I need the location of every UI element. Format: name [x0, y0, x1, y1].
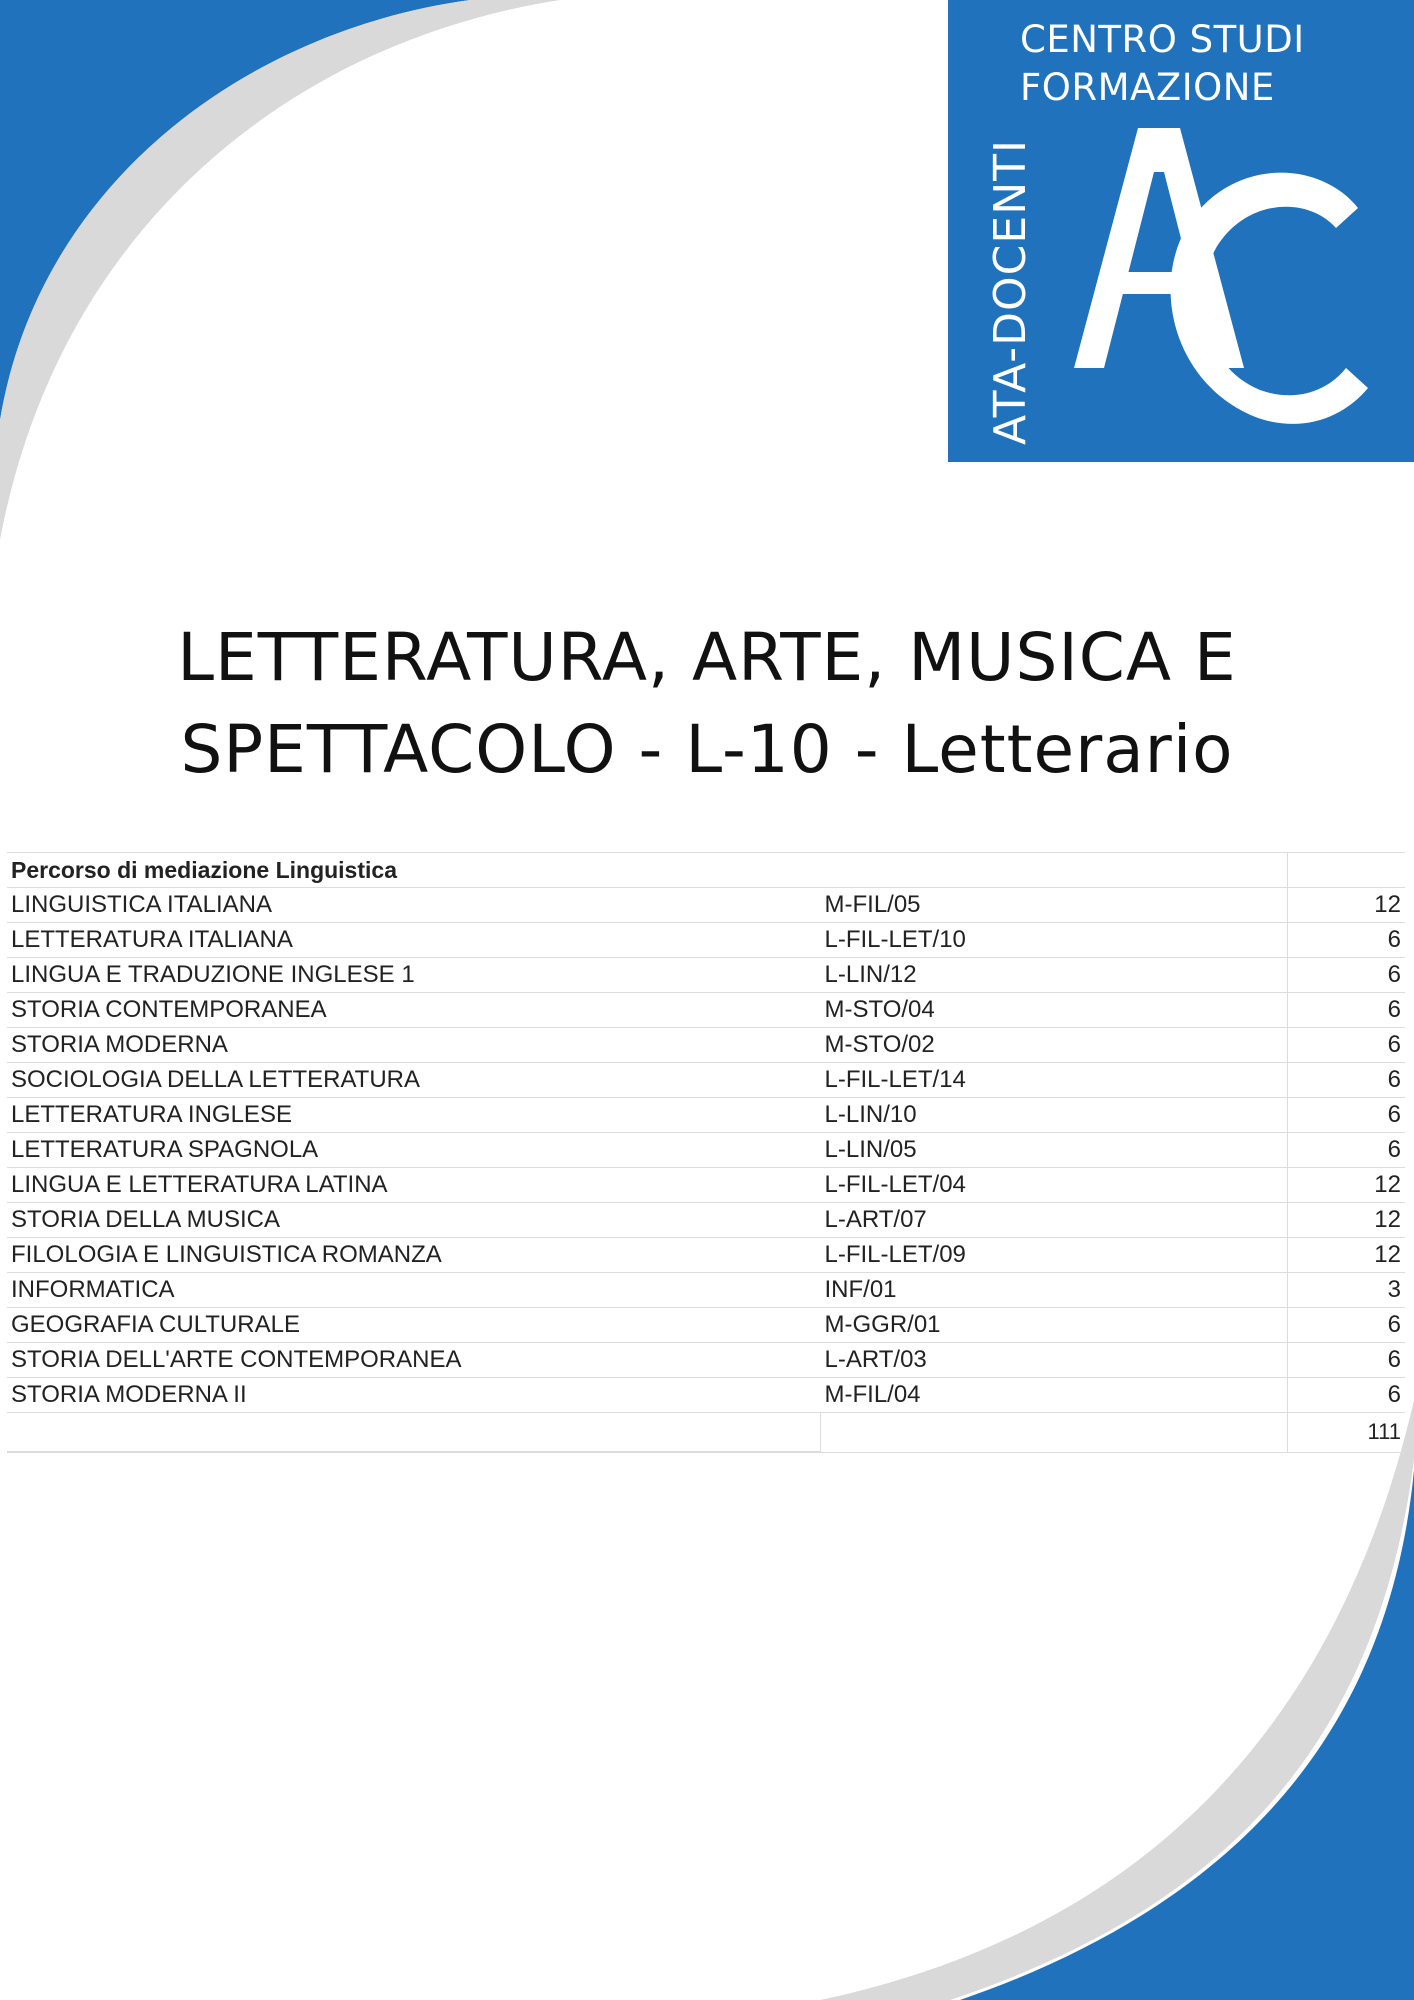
course-credits: 6 — [1287, 1028, 1405, 1063]
course-name: STORIA DELL'ARTE CONTEMPORANEA — [7, 1343, 820, 1378]
course-name: LETTERATURA SPAGNOLA — [7, 1133, 820, 1168]
table-total-row — [7, 1413, 1405, 1453]
page-title-line-1: LETTERATURA, ARTE, MUSICA E — [177, 619, 1237, 696]
course-code: L-FIL-LET/04 — [820, 1168, 1287, 1203]
table-row — [7, 1343, 1405, 1378]
table-header: Percorso di mediazione Linguistica — [7, 853, 820, 888]
table-row — [7, 1203, 1405, 1238]
table-row — [7, 1028, 1405, 1063]
course-name: LETTERATURA INGLESE — [7, 1098, 820, 1133]
logo-vertical-text: ATA-DOCENTI — [985, 139, 1036, 445]
table-row — [7, 888, 1405, 923]
course-credits: 6 — [1287, 958, 1405, 993]
table-row — [7, 923, 1405, 958]
course-credits: 12 — [1287, 1203, 1405, 1238]
course-credits: 12 — [1287, 888, 1405, 923]
course-code: M-FIL/04 — [820, 1378, 1287, 1413]
table-row — [7, 1308, 1405, 1343]
courses-table — [7, 852, 1405, 1453]
course-name: LETTERATURA ITALIANA — [7, 923, 820, 958]
course-credits: 12 — [1287, 1168, 1405, 1203]
course-credits: 6 — [1287, 1063, 1405, 1098]
course-credits: 6 — [1287, 1308, 1405, 1343]
course-name: FILOLOGIA E LINGUISTICA ROMANZA — [7, 1238, 820, 1273]
course-credits: 6 — [1287, 1378, 1405, 1413]
course-credits: 6 — [1287, 1343, 1405, 1378]
logo-line-1: CENTRO STUDI — [1020, 18, 1305, 61]
table-row — [7, 993, 1405, 1028]
table-row — [7, 1238, 1405, 1273]
page-title — [0, 612, 1414, 796]
course-name: LINGUISTICA ITALIANA — [7, 888, 820, 923]
course-credits: 6 — [1287, 993, 1405, 1028]
course-code: M-FIL/05 — [820, 888, 1287, 923]
ac-monogram-icon — [1068, 118, 1378, 438]
course-name: SOCIOLOGIA DELLA LETTERATURA — [7, 1063, 820, 1098]
table-row — [7, 1273, 1405, 1308]
course-name: STORIA CONTEMPORANEA — [7, 993, 820, 1028]
table-row — [7, 1063, 1405, 1098]
logo — [948, 0, 1414, 462]
credits-total: 111 — [1287, 1413, 1405, 1453]
course-code: L-FIL-LET/14 — [820, 1063, 1287, 1098]
course-code: L-LIN/12 — [820, 958, 1287, 993]
course-code: L-LIN/10 — [820, 1098, 1287, 1133]
table-row — [7, 1378, 1405, 1413]
course-credits: 6 — [1287, 1098, 1405, 1133]
logo-line-2: FORMAZIONE — [1020, 66, 1275, 109]
course-code: L-ART/07 — [820, 1203, 1287, 1238]
course-code: M-STO/04 — [820, 993, 1287, 1028]
bottom-right-blue-shape — [960, 1470, 1414, 2000]
table-row — [7, 1098, 1405, 1133]
course-credits: 6 — [1287, 923, 1405, 958]
course-code: L-ART/03 — [820, 1343, 1287, 1378]
table-row — [7, 1133, 1405, 1168]
course-name: LINGUA E LETTERATURA LATINA — [7, 1168, 820, 1203]
course-code: M-STO/02 — [820, 1028, 1287, 1063]
course-name: LINGUA E TRADUZIONE INGLESE 1 — [7, 958, 820, 993]
course-name: INFORMATICA — [7, 1273, 820, 1308]
course-credits: 3 — [1287, 1273, 1405, 1308]
course-name: STORIA MODERNA — [7, 1028, 820, 1063]
table-row — [7, 958, 1405, 993]
course-code: INF/01 — [820, 1273, 1287, 1308]
table-header-row — [7, 853, 1405, 888]
course-name: STORIA DELLA MUSICA — [7, 1203, 820, 1238]
course-code: L-LIN/05 — [820, 1133, 1287, 1168]
course-code: L-FIL-LET/09 — [820, 1238, 1287, 1273]
course-code: M-GGR/01 — [820, 1308, 1287, 1343]
table-row — [7, 1168, 1405, 1203]
course-code: L-FIL-LET/10 — [820, 923, 1287, 958]
course-name: GEOGRAFIA CULTURALE — [7, 1308, 820, 1343]
top-left-blue-shape — [0, 0, 470, 420]
course-credits: 12 — [1287, 1238, 1405, 1273]
page-title-line-2: SPETTACOLO - L-10 - Letterario — [180, 711, 1234, 788]
course-name: STORIA MODERNA II — [7, 1378, 820, 1413]
course-credits: 6 — [1287, 1133, 1405, 1168]
